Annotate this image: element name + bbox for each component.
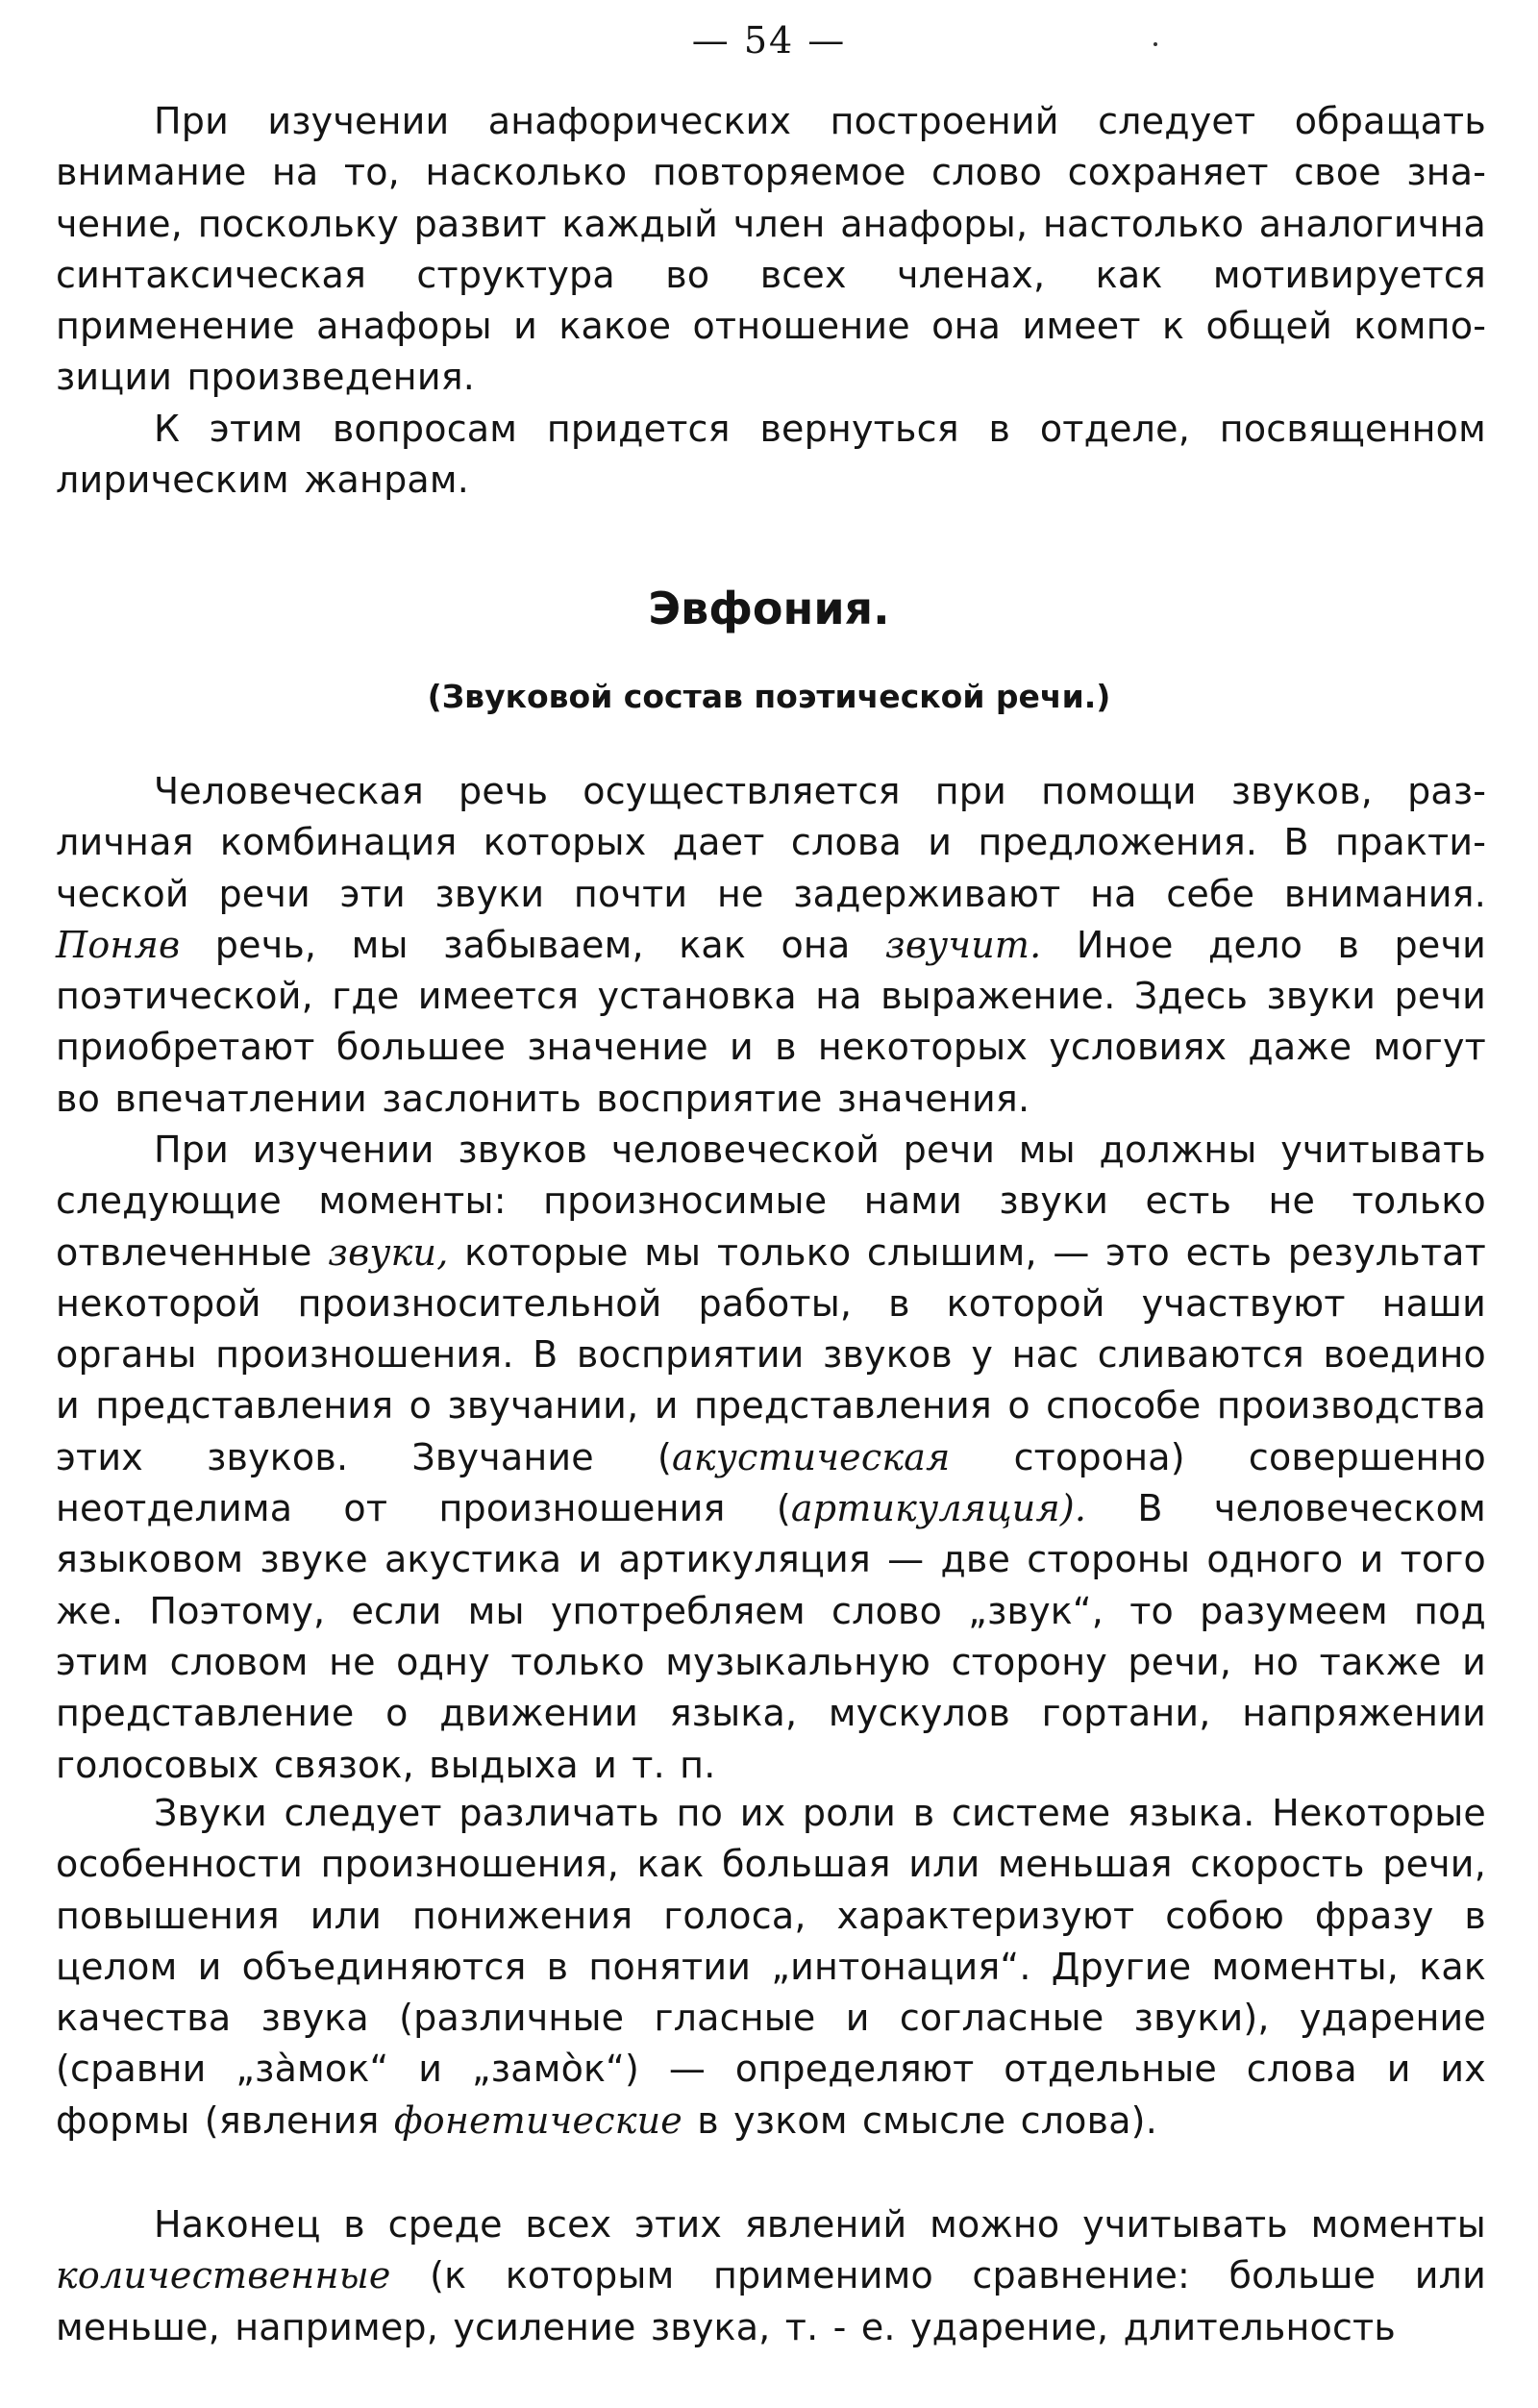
paragraph-text-span: Наконец в среде всех этих явлений можно учитывать моменты — [154, 2203, 1486, 2246]
paragraph-text-span: (к которым применимо сравнение: больше или меньше, например, усиление звука, т. - е. ударение, длительность — [56, 2254, 1486, 2348]
paragraph-human-speech — [56, 766, 1486, 1125]
italic-term: звучит. — [884, 923, 1042, 966]
page-number: — 54 — — [691, 19, 847, 62]
italic-term: количественные — [56, 2254, 391, 2297]
paragraph-text-span: При изучении звуков человеческой речи мы должны учитывать следующие моменты: произносимые нами звуки есть не только отвлеченные — [56, 1129, 1486, 1274]
section-title: Эвфония. — [648, 583, 890, 634]
italic-term: фонетические — [393, 2098, 682, 2142]
italic-term: звуки, — [328, 1230, 449, 1274]
paragraph-text-span: речь, мы забываем, как она — [180, 923, 885, 966]
paragraph-text-span: сторона) совершенно неотделима от произношения ( — [56, 1435, 1486, 1530]
paragraph-text-span: которые мы только слышим, — это есть результат некоторой произносительной работы, в которой участвуют наши органы произношения. В восприятии звуков у нас сливаются воедино и представления о звучании, и представления о способе производства этих звуков. Звучание ( — [56, 1230, 1487, 1478]
paragraph-sound-study — [56, 1125, 1486, 1791]
italic-term: артикуляция). — [790, 1487, 1087, 1530]
paragraph-quantitative-moments — [56, 2199, 1486, 2353]
paragraph-anaphora-study: При изучении анафорических построений следует обращать внимание на то, насколько повторяемое слово сохраняет свое значение, поскольку развит каждый член анафоры, настолько аналогична синтаксическая структура во всех членах, как мотивируется применение анафоры и какое отношение она имеет к общей композиции произведения. — [56, 100, 1486, 399]
paragraph-text-span: Звуки следует различать по их роли в системе языка. Некоторые особенности произношения, как большая или меньшая скорость речи, повышения или понижения голоса, характеризуют собою фразу в целом и объединяются в понятии „интонация“. Другие моменты, как качества звука (различные гласные и согласные звуки), ударение (сравни „за̀мок“ и „замо̀к“) — определяют отдельные слова и их формы (явления — [56, 1792, 1486, 2142]
paragraph-text-span: Иное дело в речи поэтической, где имеется установка на выражение. Здесь звуки речи приобретают большее значение и в некоторых условиях даже могут во впечатлении заслонить восприятие значения. — [56, 923, 1486, 1120]
print-speck — [1154, 42, 1157, 46]
paragraph-lyric-genres-reference: К этим вопросам придется вернуться в отделе, посвященном лирическим жанрам. — [56, 408, 1486, 502]
paragraph-text-span: Человеческая речь осуществляется при помощи звуков, различная комбинация которых дает слова и предложения. В практической речи эти звуки почти не задерживают на себе внимания. — [56, 770, 1486, 915]
paragraph-sound-roles — [56, 1788, 1486, 2147]
italic-term: Поняв — [56, 923, 181, 966]
paragraph-text-span: В человеческом языковом звуке акустика и артикуляция — две стороны одного и того же. Поэтому, если мы употребляем слово „звук“, то разумеем под этим словом не одну только музыкальную сторону речи, но также и представление о движении языка, мускулов гортани, напряжении голосовых связок, выдыха и т. п. — [56, 1487, 1486, 1786]
section-subtitle: (Звуковой состав поэтической речи.) — [427, 678, 1111, 715]
italic-term: акустическая — [671, 1435, 951, 1478]
paragraph-text-span: в узком смысле слова). — [682, 2098, 1157, 2142]
